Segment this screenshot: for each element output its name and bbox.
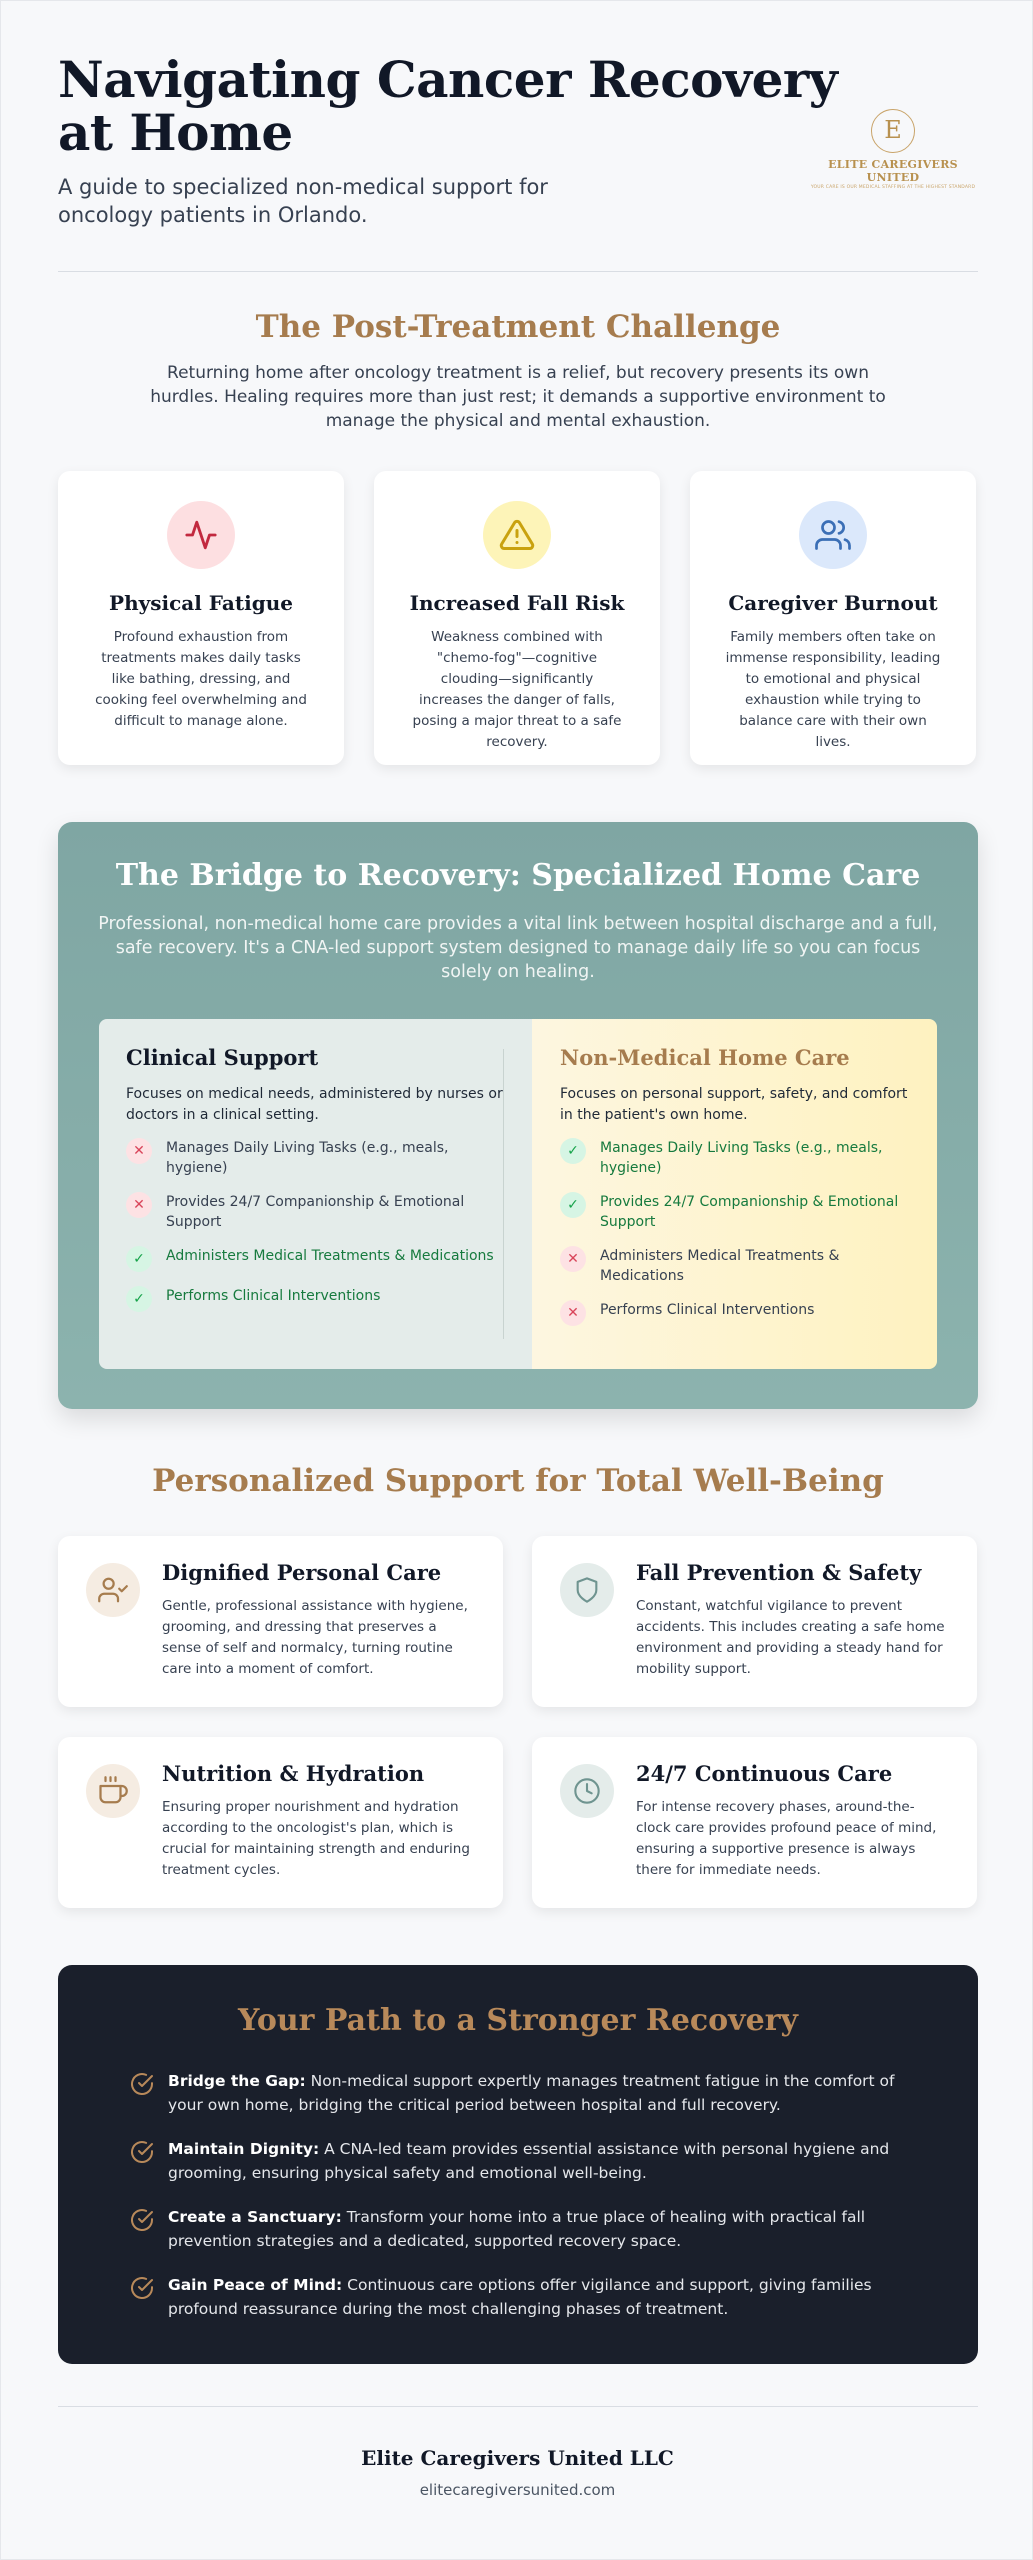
list-item <box>130 2069 920 2117</box>
list-item-label: Provides 24/7 Companionship & Emotional Support <box>166 1194 465 1230</box>
list-item <box>126 1138 504 1178</box>
page-title: Navigating Cancer Recovery at Home <box>58 50 838 162</box>
item-lead: Create a Sanctuary: <box>168 2208 342 2226</box>
clock-icon <box>560 1764 614 1818</box>
card-title: Caregiver Burnout <box>728 591 938 615</box>
check-circle-icon <box>130 2276 154 2307</box>
list-item <box>560 1138 909 1178</box>
path-section <box>58 1965 978 2364</box>
check-icon: ✓ <box>560 1192 586 1218</box>
list-item <box>560 1300 909 1326</box>
item-lead: Gain Peace of Mind: <box>168 2276 343 2294</box>
bridge-intro: Professional, non-medical home care provides a vital link between hospital discharge and a full, safe recovery. It's a CNA-led support system designed to manage daily life so you can focus solely on healing. <box>98 914 938 982</box>
card-text: Gentle, professional assistance with hygiene, grooming, and dressing that preserves a sense of self and normalcy, turning routine care into a moment of comfort. <box>162 1598 468 1677</box>
divider <box>58 271 978 272</box>
coffee-cup-icon <box>86 1764 140 1818</box>
card-text: Ensuring proper nourishment and hydration according to the oncologist's plan, which is crucial for maintaining strength and enduring treatment cycles. <box>162 1799 470 1878</box>
item-lead: Bridge the Gap: <box>168 2072 306 2090</box>
list-item <box>130 2137 920 2185</box>
check-circle-icon <box>130 2072 154 2103</box>
shield-icon <box>560 1563 614 1617</box>
support-card <box>532 1737 977 1908</box>
logo-tagline: YOUR CARE IS OUR MEDICAL STAFFING AT THE HIGHEST STANDARD <box>810 185 976 190</box>
divider <box>58 2406 978 2407</box>
home-care-desc: Focuses on personal support, safety, and comfort in the patient's own home. <box>560 1086 908 1123</box>
clinical-desc: Focuses on medical needs, administered by nurses or doctors in a clinical setting. <box>126 1086 503 1123</box>
list-item-label: Performs Clinical Interventions <box>600 1302 815 1318</box>
check-circle-icon <box>130 2140 154 2171</box>
page-subtitle: A guide to specialized non-medical support for oncology patients in Orlando. <box>58 175 548 227</box>
check-icon: ✓ <box>126 1286 152 1312</box>
x-icon: ✕ <box>126 1192 152 1218</box>
users-icon <box>799 501 867 569</box>
challenge-card <box>690 471 976 765</box>
footer-url[interactable]: elitecaregiversunited.com <box>419 2481 616 2499</box>
header <box>58 50 978 273</box>
clinical-title: Clinical Support <box>126 1045 319 1070</box>
x-icon: ✕ <box>560 1246 586 1272</box>
home-care-column <box>532 1019 937 1369</box>
card-text: Weakness combined with "chemo-fog"—cognitive clouding—significantly increases the danger of falls, posing a major threat to a safe recovery. <box>412 629 622 750</box>
support-card <box>532 1536 977 1707</box>
footer-company: Elite Caregivers United LLC <box>361 2446 674 2470</box>
comparison-table <box>99 1019 937 1369</box>
card-text: Family members often take on immense responsibility, leading to emotional and physical exhaustion while trying to balance care with their own lives. <box>725 629 941 750</box>
item-text: Non-medical support expertly manages treatment fatigue in the comfort of your own home, bridging the critical period between hospital and full recovery. <box>168 2072 895 2114</box>
bridge-title: The Bridge to Recovery: Specialized Home Care <box>115 858 921 893</box>
item-lead: Maintain Dignity: <box>168 2140 320 2158</box>
logo-monogram: E <box>871 109 915 153</box>
clinical-column <box>99 1019 532 1369</box>
logo <box>808 109 978 190</box>
item-text: Transform your home into a true place of healing with practical fall prevention strategies and a dedicated, supported recovery space. <box>168 2208 866 2250</box>
challenge-card <box>58 471 344 765</box>
list-item <box>126 1286 504 1312</box>
list-item <box>126 1246 504 1272</box>
card-text: For intense recovery phases, around-the-clock care provides profound peace of mind, ensuring a supportive presence is always there for immediate needs. <box>636 1799 937 1878</box>
check-icon: ✓ <box>560 1138 586 1164</box>
card-text: Profound exhaustion from treatments makes daily tasks like bathing, dressing, and cooking feel overwhelming and difficult to manage alone. <box>95 629 307 729</box>
check-icon: ✓ <box>126 1246 152 1272</box>
list-item-label: Provides 24/7 Companionship & Emotional Support <box>600 1194 899 1230</box>
check-circle-icon <box>130 2208 154 2239</box>
challenge-card <box>374 471 660 765</box>
list-item <box>126 1192 504 1232</box>
list-item-label: Administers Medical Treatments & Medications <box>600 1248 840 1284</box>
path-title: Your Path to a Stronger Recovery <box>238 2003 798 2038</box>
card-title: Dignified Personal Care <box>162 1560 442 1585</box>
list-item <box>130 2273 920 2321</box>
item-text: A CNA-led team provides essential assistance with personal hygiene and grooming, ensuring physical safety and emotional well-being. <box>168 2140 890 2182</box>
logo-name: ELITE CAREGIVERS UNITED <box>828 158 958 184</box>
list-item <box>130 2205 920 2253</box>
activity-icon <box>167 501 235 569</box>
support-card <box>58 1737 503 1908</box>
list-item <box>560 1246 909 1286</box>
support-card <box>58 1536 503 1707</box>
warning-triangle-icon <box>483 501 551 569</box>
list-item-label: Manages Daily Living Tasks (e.g., meals, hygiene) <box>166 1140 449 1176</box>
x-icon: ✕ <box>126 1138 152 1164</box>
x-icon: ✕ <box>560 1300 586 1326</box>
item-text: Continuous care options offer vigilance and support, giving families profound reassurance during the most challenging phases of treatment. <box>168 2276 872 2318</box>
card-title: Nutrition & Hydration <box>162 1761 425 1786</box>
card-text: Constant, watchful vigilance to prevent accidents. This includes creating a safe home environment and providing a steady hand for mobility support. <box>636 1598 945 1677</box>
support-title: Personalized Support for Total Well-Being <box>152 1463 884 1499</box>
challenge-intro: Returning home after oncology treatment is a relief, but recovery presents its own hurdles. Healing requires more than just rest; it demands a supportive environment to manage the physical and mental exhaustion. <box>150 363 886 431</box>
card-title: Increased Fall Risk <box>409 591 625 615</box>
card-title: Physical Fatigue <box>109 591 293 615</box>
home-care-title: Non-Medical Home Care <box>560 1045 850 1070</box>
list-item <box>560 1192 909 1232</box>
user-check-icon <box>86 1563 140 1617</box>
card-title: 24/7 Continuous Care <box>636 1761 893 1786</box>
bridge-section <box>58 822 978 1409</box>
list-item-label: Manages Daily Living Tasks (e.g., meals, hygiene) <box>600 1140 883 1176</box>
list-item-label: Administers Medical Treatments & Medications <box>166 1248 494 1264</box>
card-title: Fall Prevention & Safety <box>636 1560 922 1585</box>
list-item-label: Performs Clinical Interventions <box>166 1288 381 1304</box>
challenge-title: The Post-Treatment Challenge <box>255 309 781 345</box>
